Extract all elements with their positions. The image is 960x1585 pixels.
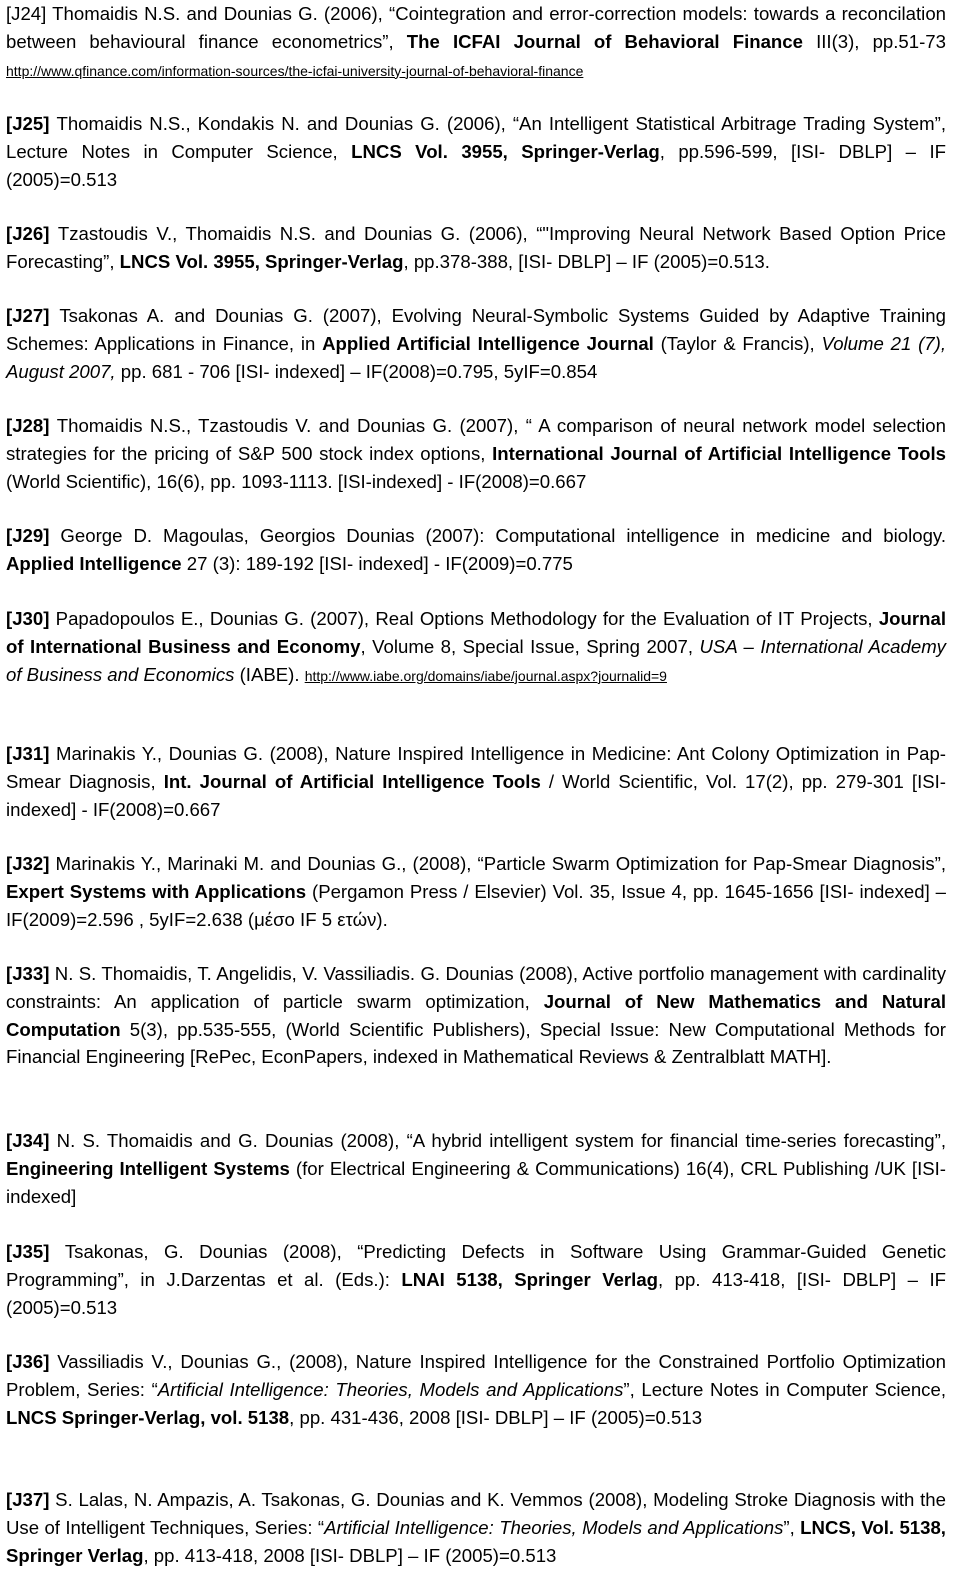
entry-ref-id: [J26] <box>6 223 58 244</box>
entry-text: pp. 681 - 706 [ISI- indexed] – IF(2008)=0.795, 5yIF=0.854 <box>115 360 598 382</box>
entry-bold-text: Int. Journal of Artificial Intelligence Tools <box>163 770 541 792</box>
entry-text: / World Scientific, Vol. 17(2), pp. 279-301 [ISI- indexed] - IF(2008)=0.667 <box>6 770 946 820</box>
entry-bold-text: Applied Intelligence <box>6 552 182 574</box>
entry-text: ”, <box>783 1516 801 1538</box>
entry-bold-text: LNAI 5138, Springer Verlag <box>401 1268 659 1290</box>
entry-text: N. S. Thomaidis and G. Dounias (2008), “A hybrid intelligent system for financial time-series forecasting”, <box>56 1130 946 1151</box>
entry-url-link[interactable]: http://www.iabe.org/domains/iabe/journal.aspx?journalid=9 <box>304 667 667 684</box>
entry-ref-id: [J33] <box>6 963 55 984</box>
entry-text: Marinakis Y., Marinaki M. and Dounias G., (2008), “Particle Swarm Optimization for Pap-Smear Diagnosis”, <box>55 853 946 874</box>
entry-j32 <box>6 850 946 933</box>
entry-j31 <box>6 740 946 823</box>
entry-bold-text: LNCS Vol. 3955, Springer-Verlag <box>351 140 660 162</box>
entry-text: , pp.378-388, [ISI- DBLP] – IF (2005)=0.513. <box>403 250 770 272</box>
entry-j36 <box>6 1348 946 1431</box>
entry-text: , pp.596-599, [ISI- DBLP] – IF (2005)=0.513 <box>6 140 946 190</box>
entry-ref-id: [J35] <box>6 1241 65 1262</box>
entry-text: Tsakonas A. and Dounias G. (2007), Evolving Neural-Symbolic Systems Guided by Adaptive Training Schemes: Applications in Finance, in <box>6 305 946 354</box>
entry-bold-text: Journal of New Mathematics and Natural Computation <box>6 990 946 1040</box>
entry-j26 <box>6 220 946 276</box>
entry-text: Vassiliadis V., Dounias G., (2008), Nature Inspired Intelligence for the Constrained Portfolio Optimization Problem, Series: “ <box>6 1351 946 1400</box>
entry-j33 <box>6 960 946 1071</box>
entry-text: , Volume 8, Special Issue, Spring 2007, <box>360 635 700 657</box>
entry-text: Thomaidis N.S. and Dounias G. (2006), “Cointegration and error-correction models: towards a reconcilation between behavioural finance econometrics”, <box>6 3 946 52</box>
entry-italic-text: Volume 21 (7), August 2007, <box>6 332 947 382</box>
entry-text: ”, Lecture Notes in Computer Science, <box>623 1378 946 1400</box>
entry-bold-text: LNCS Springer-Verlag, vol. 5138 <box>6 1406 290 1428</box>
entry-text: (World Scientific), 16(6), pp. 1093-1113. [ISI-indexed] - IF(2008)=0.667 <box>6 470 587 492</box>
entry-j37 <box>6 1486 946 1569</box>
entry-text: , pp. 431-436, 2008 [ISI- DBLP] – IF (2005)=0.513 <box>289 1406 703 1428</box>
entry-bold-text: LNCS, Vol. 5138, Springer Verlag <box>6 1516 946 1566</box>
entry-text: N. S. Thomaidis, T. Angelidis, V. Vassiliadis. G. Dounias (2008), Active portfolio management with cardinality constraints: An application of particle swarm optimization, <box>6 963 946 1012</box>
entry-text: , pp. 413-418, [ISI- DBLP] – IF (2005)=0.513 <box>6 1268 947 1318</box>
entry-j30 <box>6 605 946 690</box>
entry-ref-id: [J27] <box>6 305 60 326</box>
entry-bold-text: Engineering Intelligent Systems <box>6 1157 290 1179</box>
entry-text: S. Lalas, N. Ampazis, A. Tsakonas, G. Dounias and K. Vemmos (2008), Modeling Stroke Diagnosis with the Use of Intelligent Techniques, Series: “ <box>6 1489 946 1538</box>
entry-ref-id: [J31] <box>6 743 56 764</box>
entry-bold-text: International Journal of Artificial Intelligence Tools <box>492 442 946 464</box>
entry-ref-id: [J37] <box>6 1489 56 1510</box>
entry-j27 <box>6 302 946 385</box>
entry-text: Thomaidis N.S., Tzastoudis V. and Dounias G. (2007), “ A comparison of neural network model selection strategies for the pricing of S&P 500 stock index options, <box>6 415 946 464</box>
entry-text: (Pergamon Press / Elsevier) Vol. 35, Issue 4, pp. 1645-1656 [ISI- indexed] – IF(2009)=2.596 , 5yIF=2.638 (μέσο IF 5 ετών). <box>6 880 947 930</box>
entry-italic-text: USA – International Academy of Business and Economics <box>6 635 946 685</box>
entry-text: III(3), pp.51-73 <box>802 30 946 52</box>
entry-j29 <box>6 522 946 578</box>
entry-text: Tsakonas, G. Dounias (2008), “Predicting Defects in Software Using Grammar-Guided Genetic Programming”, in J.Darzentas et al. (Eds.): <box>6 1241 946 1290</box>
entry-italic-text: Artificial Intelligence: Theories, Models and Applications <box>157 1378 624 1400</box>
entry-ref-id: [J29] <box>6 525 61 546</box>
entry-j28 <box>6 412 946 495</box>
entry-text: Papadopoulos E., Dounias G. (2007), Real Options Methodology for the Evaluation of IT Projects, <box>55 608 879 629</box>
entry-bold-text: Journal of International Business and Economy <box>6 608 946 657</box>
entry-bold-text: Applied Artificial Intelligence Journal <box>322 332 654 354</box>
entry-ref-id: [J25] <box>6 113 57 134</box>
entry-text: 5(3), pp.535-555, (World Scientific Publishers), Special Issue: New Computational Methods for Financial Engineering [RePec, EconPapers, indexed in Mathematical Reviews & Zentralblatt MATH]. <box>6 1018 946 1068</box>
entry-j25 <box>6 110 946 193</box>
entry-bold-text: The ICFAI Journal of Behavioral Finance <box>406 30 803 52</box>
entry-text: Tzastoudis V., Thomaidis N.S. and Dounias G. (2006), “"Improving Neural Network Based Option Price Forecasting”, <box>6 223 946 272</box>
entry-bold-text: LNCS Vol. 3955, Springer-Verlag <box>119 250 404 272</box>
entry-ref-id: [J34] <box>6 1130 57 1151</box>
entry-bold-text: Expert Systems with Applications <box>6 880 307 902</box>
entry-text: Thomaidis N.S., Kondakis N. and Dounias G. (2006), “An Intelligent Statistical Arbitrage Trading System”, Lecture Notes in Computer Science, <box>6 113 946 162</box>
entry-url-link[interactable]: http://www.qfinance.com/information-sources/the-icfai-university-journal-of-behavioral-finance <box>6 62 584 79</box>
entry-text: George D. Magoulas, Georgios Dounias (2007): Computational intelligence in medicine and biology. <box>60 525 946 546</box>
entry-j34 <box>6 1127 946 1210</box>
entry-text: (Taylor & Francis), <box>653 332 822 354</box>
entry-j35 <box>6 1238 946 1321</box>
entry-ref-id: [J24] <box>6 3 53 24</box>
entry-ref-id: [J28] <box>6 415 57 436</box>
entry-text: Marinakis Y., Dounias G. (2008), Nature Inspired Intelligence in Medicine: Ant Colony Optimization in Pap-Smear Diagnosis, <box>6 743 946 792</box>
entry-italic-text: Artificial Intelligence: Theories, Models and Applications <box>324 1516 784 1538</box>
entry-text: (for Electrical Engineering & Communications) 16(4), CRL Publishing /UK [ISI- indexed] <box>6 1157 947 1207</box>
entry-text: (IABE). <box>234 663 305 685</box>
entry-ref-id: [J36] <box>6 1351 58 1372</box>
entry-text: 27 (3): 189-192 [ISI- indexed] - IF(2009)=0.775 <box>181 552 573 574</box>
entry-ref-id: [J32] <box>6 853 56 874</box>
entry-j24 <box>6 0 946 85</box>
entry-text: , pp. 413-418, 2008 [ISI- DBLP] – IF (2005)=0.513 <box>143 1544 557 1566</box>
entry-ref-id: [J30] <box>6 608 56 629</box>
